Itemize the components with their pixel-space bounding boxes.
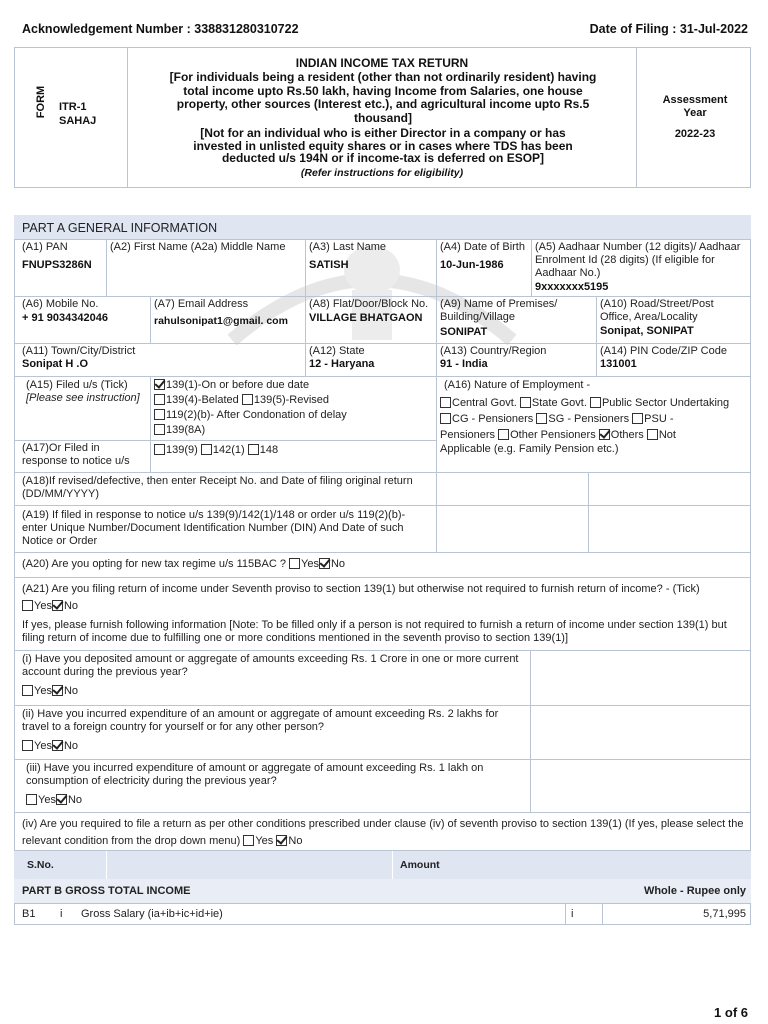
a3-last-name-label: (A3) Last Name [309,241,387,253]
checkbox-icon[interactable] [22,600,33,611]
a17-options[interactable]: 139(9) 142(1) 148 [154,444,278,457]
a9-premises-value: SONIPAT [440,326,488,338]
checkbox-checked-icon[interactable] [319,558,330,569]
assessment-year-label: Assessment Year [662,94,728,119]
checkbox-checked-icon[interactable] [52,740,63,751]
a18-revised-label: (A18)If revised/defective, then enter Receipt No. and Date of filing original return (DD/MM/YYYY) [22,475,413,500]
a15-filed-label: (A15) Filed u/s (Tick) [26,379,128,391]
part-a-heading: PART A GENERAL INFORMATION [22,221,218,235]
sno-header: S.No. [27,859,54,871]
a8-flat-value: VILLAGE BHATGAON [309,312,423,324]
checkbox-icon[interactable] [26,794,37,805]
a16-not-applicable: Applicable (e.g. Family Pension etc.) [440,443,619,455]
checkbox-checked-icon[interactable] [56,794,67,805]
checkbox-checked-icon[interactable] [599,429,610,440]
a5-aadhaar-label: (A5) Aadhaar Number (12 digits)/ Aadhaar Enrolment Id (28 digits) (If eligible for Aadhaar No.) [535,241,741,279]
checkbox-checked-icon[interactable] [52,600,63,611]
form-title: INDIAN INCOME TAX RETURN [295,56,469,70]
a4-dob-value: 10-Jun-1986 [440,259,504,271]
form-description-2: [Not for an individual who is either Director in a company or has invested in unlisted equity shares or in cases where TDS has been deducted u/s 194N or if income-tax is deferred on ESOP] [193,126,573,165]
form-word: FORM [35,85,47,119]
checkbox-icon[interactable] [632,413,643,424]
a17-notice-label: (A17)Or Filed in response to notice u/s [22,442,130,467]
a21-seventh-proviso-label: (A21) Are you filing return of income under Seventh proviso to section 139(1) but otherwise not required to furnish return of income? - (Tick) [22,583,700,595]
question-iii: (iii) Have you incurred expenditure of amount or aggregate of amount exceeding Rs. 1 lakh on consumption of electricity during the previous year? [26,762,484,787]
question-iii-answer[interactable]: Yes No [26,794,82,807]
a13-country-value: 91 - India [440,358,488,370]
checkbox-icon[interactable] [440,413,451,424]
checkbox-icon[interactable] [154,444,165,455]
checkbox-icon[interactable] [440,397,451,408]
a15-option-119-2b[interactable]: 119(2)(b)- After Condonation of delay [154,409,347,422]
form-description-1: [For individuals being a resident (other than not ordinarily resident) having total income upto Rs.50 lakh, having Income from Salaries, one house property, other sources (Interest etc.), and agricultural income upto Rs.5 thousand] [169,70,597,125]
b1-gross-salary-label: Gross Salary (ia+ib+ic+id+ie) [81,908,223,920]
checkbox-checked-icon[interactable] [52,685,63,696]
b1-index: i [60,908,63,920]
a2-name-label: (A2) First Name (A2a) Middle Name [110,241,286,253]
assessment-year-value: 2022-23 [674,128,716,140]
checkbox-checked-icon[interactable] [276,835,287,846]
a5-aadhaar-value: 9xxxxxxx5195 [535,281,609,293]
a1-pan-value: FNUPS3286N [22,259,92,271]
question-ii-answer[interactable]: Yes No [22,740,78,753]
part-b-heading: PART B GROSS TOTAL INCOME [22,885,191,897]
checkbox-icon[interactable] [536,413,547,424]
checkbox-icon[interactable] [22,740,33,751]
table-header-band [14,851,751,879]
a20-new-regime[interactable]: (A20) Are you opting for new tax regime u/s 115BAC ? Yes No [22,558,346,570]
a7-email-label: (A7) Email Address [154,298,249,310]
whole-rupee-note: Whole - Rupee only [643,885,746,897]
a16-row-3[interactable]: Pensioners Other Pensioners Others Not [440,429,676,441]
checkbox-icon[interactable] [647,429,658,440]
checkbox-icon[interactable] [289,558,300,569]
a7-email-value: rahulsonipat1@gmail. com [154,315,288,327]
a11-town-value: Sonipat H .O [22,358,88,370]
a13-country-label: (A13) Country/Region [440,345,547,357]
b1-ref: i [571,908,574,920]
form-subname: SAHAJ [59,115,97,127]
a6-mobile-value: + 91 9034342046 [22,312,108,324]
a15-instruction-note: [Please see instruction] [26,392,140,404]
checkbox-icon[interactable] [498,429,509,440]
a21-yes-no[interactable]: Yes No [22,600,78,613]
a3-last-name-value: SATISH [309,259,349,271]
checkbox-icon[interactable] [520,397,531,408]
checkbox-checked-icon[interactable] [154,379,165,390]
checkbox-icon[interactable] [243,835,254,846]
eligibility-note: (Refer instructions for eligibility) [300,167,464,179]
a12-state-value: 12 - Haryana [309,358,375,370]
a6-mobile-label: (A6) Mobile No. [22,298,99,310]
question-i-answer[interactable]: Yes No [22,685,78,698]
checkbox-icon[interactable] [242,394,253,405]
a1-pan-label: (A1) PAN [22,241,68,253]
acknowledgement-number: Acknowledgement Number : 338831280310722 [22,22,299,36]
checkbox-icon[interactable] [154,394,165,405]
b1-gross-salary-value: 5,71,995 [703,908,746,920]
checkbox-icon[interactable] [154,424,165,435]
question-ii: (ii) Have you incurred expenditure of an amount or aggregate of amount exceeding Rs. 2 lakhs for travel to a foreign country for yourself or for any other person? [22,708,499,733]
a21-note: If yes, please furnish following information [Note: To be filled only if a person is not required to furnish a return of income under section 139(1) but filing return of income due to fulfilling one or more conditions mentioned in the seventh proviso to section 139(1)] [22,619,727,644]
a15-option-139-1[interactable]: 139(1)-On or before due date [154,379,309,392]
question-iv[interactable]: (iv) Are you required to file a return as per other conditions prescribed under clause (iv) of seventh proviso to section 139(1) (If yes, please select the relevant condition from the drop down menu) Yes No [22,818,744,847]
checkbox-icon[interactable] [201,444,212,455]
a16-employment-label: (A16) Nature of Employment - [444,379,591,391]
a12-state-label: (A12) State [309,345,365,357]
form-name: ITR-1 [59,101,87,113]
page-number: 1 of 6 [714,1005,748,1020]
b1-code: B1 [22,908,36,920]
checkbox-icon[interactable] [590,397,601,408]
a4-dob-label: (A4) Date of Birth [440,241,525,253]
a11-town-label: (A11) Town/City/District [22,345,136,357]
a16-row-1[interactable]: Central Govt. State Govt. Public Sector Undertaking [440,397,729,410]
question-i: (i) Have you deposited amount or aggregate of amounts exceeding Rs. 1 Crore in one or more current account during the previous year? [22,653,519,678]
a19-notice-label: (A19) If filed in response to notice u/s 139(9)/142(1)/148 or order u/s 119(2)(b)- enter Unique Number/Document Identification Number (DIN) And Date of such Notice or Order [22,509,406,547]
a8-flat-label: (A8) Flat/Door/Block No. [309,298,429,310]
a16-row-2[interactable]: CG - Pensioners SG - Pensioners PSU - [440,413,673,426]
a9-premises-label: (A9) Name of Premises/ Building/Village [440,298,558,323]
checkbox-icon[interactable] [154,409,165,420]
a10-road-value: Sonipat, SONIPAT [600,325,694,337]
a10-road-label: (A10) Road/Street/Post Office, Area/Locality [600,298,714,323]
a14-pin-value: 131001 [600,358,637,370]
amount-header: Amount [400,859,440,871]
checkbox-icon[interactable] [22,685,33,696]
filing-date: Date of Filing : 31-Jul-2022 [589,22,748,36]
checkbox-icon[interactable] [248,444,259,455]
a15-option-139-4[interactable]: 139(4)-Belated 139(5)-Revised [154,394,329,407]
a14-pin-label: (A14) PIN Code/ZIP Code [600,345,727,357]
a15-option-139-8a[interactable]: 139(8A) [154,424,205,437]
